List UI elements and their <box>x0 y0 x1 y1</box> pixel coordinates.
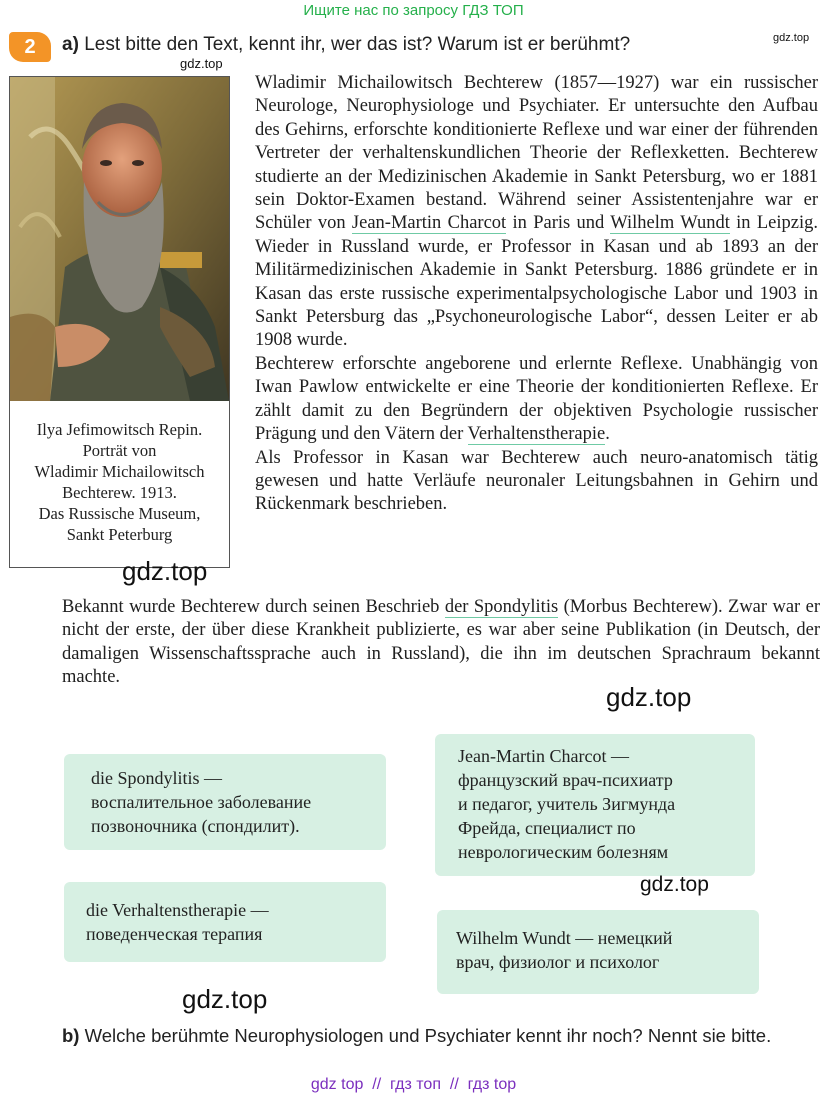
watermark-small-top: gdz.top <box>773 32 810 44</box>
glossary-link-verhaltenstherapie[interactable]: Verhaltenstherapie <box>467 424 606 445</box>
watermark-mid-right: gdz.top <box>606 682 692 712</box>
caption-line: Porträt von <box>82 441 157 460</box>
paragraph-3: Als Professor in Kasan war Bechterew auch neuro-anatomisch tätig gewesen und hatte Verläufe neuronaler Leitungsbahnen in Gehirn und Rückenmark beschrieben. <box>255 447 818 515</box>
caption-line: Sankt Peterburg <box>66 525 173 544</box>
task-a <box>62 34 630 56</box>
caption-line: Ilya Jefimowitsch Repin. <box>36 420 203 439</box>
portrait-caption <box>10 419 229 545</box>
note-wundt <box>437 910 759 994</box>
watermark-notes-right: gdz.top <box>640 873 709 896</box>
watermark-under-portrait: gdz.top <box>122 556 208 586</box>
paragraph-text: in Paris und <box>506 213 611 234</box>
article-text-wide <box>62 596 820 690</box>
note-line: позвоночника (спондилит). <box>91 816 300 836</box>
glossary-link-charcot[interactable]: Jean-Martin Charcot <box>351 213 507 234</box>
note-line: неврологическим болезням <box>458 842 669 862</box>
caption-line: Wladimir Michailowitsch <box>34 462 205 481</box>
paragraph-text: . <box>605 424 610 445</box>
note-line: врач, физиолог и психолог <box>456 952 660 972</box>
task-a-question: Lest bitte den Text, kennt ihr, wer das ist? Warum ist er berühmt? <box>84 34 631 55</box>
note-line: Фрейда, специалист по <box>458 818 636 838</box>
watermark-small-left: gdz.top <box>180 56 223 71</box>
portrait-image <box>10 77 229 401</box>
note-spondylitis <box>64 754 386 850</box>
article-text <box>255 72 818 517</box>
paragraph-text: Bekannt wurde Bechterew durch seinen Beschrieb <box>62 597 445 617</box>
note-line: французский врач-психиатр <box>458 770 673 790</box>
note-line: и педагог, учитель Зигмунда <box>458 794 676 814</box>
glossary-link-spondylitis[interactable]: der Spondylitis <box>444 597 559 617</box>
caption-line: Das Russische Museum, <box>38 504 201 523</box>
note-verhaltenstherapie <box>64 882 386 962</box>
top-banner: Ищите нас по запросу ГДЗ ТОП <box>303 2 524 19</box>
paragraph-text: (Morbus Bechterew). Zwar war er nicht der erste, der über diese Krankheit publizierte, es war aber seine Publikation (in Deutsch, der damaligen Wissenschaftssprache auch in Russland), die ihn im deutschen Sprachraum bekannt machte. <box>62 597 820 688</box>
note-line: Wilhelm Wundt — немецкий <box>456 928 673 948</box>
note-line: воспалительное заболевание <box>91 792 312 812</box>
paragraph-text: Bechterew erforschte angeborene und erlernte Reflexe. Unabhängig von Iwan Pawlow entwickelte er eine Theorie der konditionierten Reflexe. Er zählt damit zu den Begründern der objektiven Psychologie russischer Prägung und den Vätern der <box>255 353 818 445</box>
paragraph-1 <box>255 72 818 353</box>
note-line: поведенческая терапия <box>86 924 263 944</box>
caption-line: Bechterew. 1913. <box>62 483 177 502</box>
note-charcot <box>435 734 755 876</box>
watermark-notes-left: gdz.top <box>182 984 268 1014</box>
paragraph-text: in Leipzig. Wieder in Russland wurde, er Professor in Kasan und ab 1893 an der Militärmedizinischen Akademie in Sankt Petersburg. 1886 gründete er in Kasan das erste russische experimentalpsychologische Labor und 1903 in Sankt Petersburg das „Psychoneurologische Labor“, dessen Leiter er ab 1908 wurde. <box>255 213 818 351</box>
task-b-label: b) <box>62 1025 80 1046</box>
note-line: Jean-Martin Charcot — <box>458 746 629 766</box>
note-line: die Verhaltenstherapie — <box>86 900 269 920</box>
task-b-text: Welche berühmte Neurophysiologen und Psychiater kennt ihr noch? Nennt sie bitte. <box>84 1025 772 1046</box>
footer-watermark: gdz top // гдз топ // гдз top <box>310 1076 517 1093</box>
task-b <box>62 1024 822 1048</box>
task-a-label: a) <box>62 34 79 55</box>
paragraph-4 <box>62 596 820 690</box>
glossary-link-wundt[interactable]: Wilhelm Wundt <box>610 213 730 234</box>
paragraph-2 <box>255 353 818 447</box>
paragraph-text: Wladimir Michailowitsch Bechterew (1857—1927) war ein russischer Neurologe, Neurophysiologe und Psychiater. Er untersuchte den Aufbau des Gehirns, erforschte konditionierte Reflexe und war einer der führenden Vertreter der verhaltenskundlichen Theorie der Reflexketten. Bechterew studierte an der Medizinischen Akademie in Sankt Petersburg, wo er 1881 sein Doktor-Examen bestand. Während seiner Assistentenjahre war er Schüler von <box>255 73 818 234</box>
portrait-frame <box>9 76 230 568</box>
exercise-number-badge: 2 <box>9 32 51 62</box>
note-line: die Spondylitis — <box>91 768 223 788</box>
